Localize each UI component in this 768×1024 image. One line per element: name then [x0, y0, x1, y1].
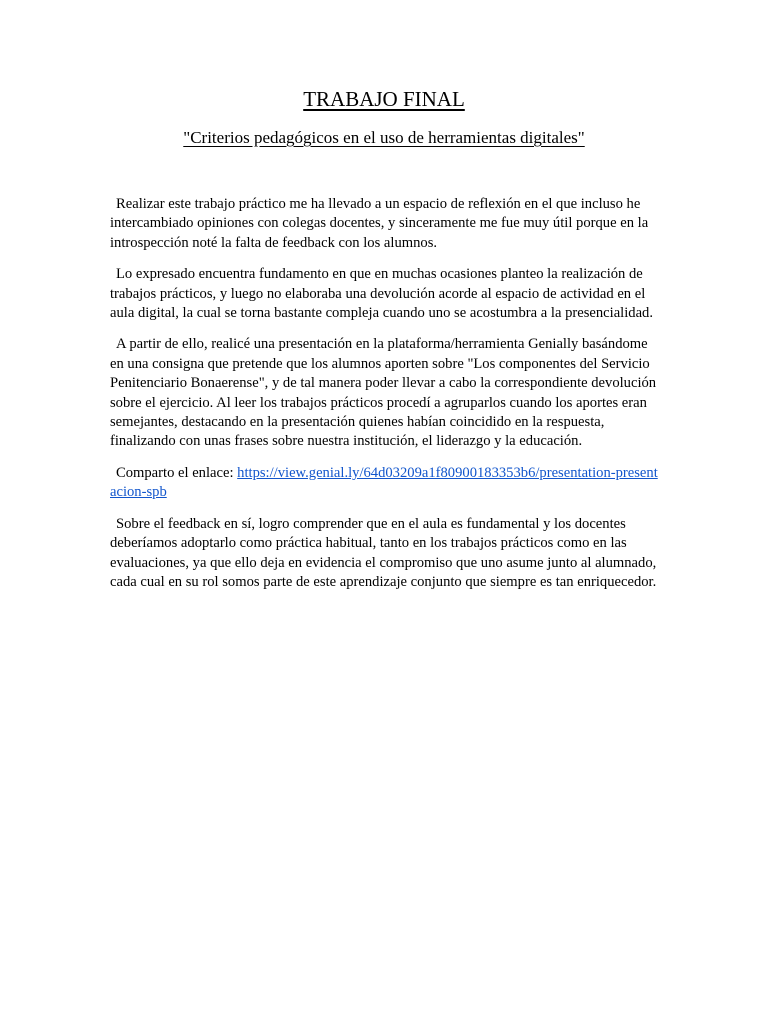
paragraph-link	[110, 464, 660, 503]
link-prefix: Comparto el enlace:	[116, 464, 238, 481]
paragraph-reflection: Realizar este trabajo práctico me ha llevado a un espacio de reflexión en el que incluso he intercambiado opiniones con colegas docentes, y sinceramente me fue muy útil porque en la introspección noté la falta de feedback con los alumnos.	[110, 196, 649, 251]
paragraph-presentation: A partir de ello, realicé una presentación en la plataforma/herramienta Genially basándome en una consigna que pretende que los alumnos aporten sobre "Los componentes del Servicio Penitenciario Bonaerense", y de tal manera poder llevar a cabo la correspondiente devolución sobre el ejercicio. Al leer los trabajos prácticos procedí a agruparlos cuando los aportes eran semejantes, destacando en la presentación quienes habían coincidido en la respuesta, finalizando con unas frases sobre nuestra institución, el liderazgo y la educación.	[110, 336, 657, 450]
document-body	[110, 195, 660, 604]
genially-link[interactable]: https://view.genial.ly/64d03209a1f80900183353b6/presentation-presentacion-spb	[110, 464, 658, 501]
document-subtitle: "Criterios pedagógicos en el uso de herramientas digitales"	[183, 128, 585, 147]
paragraph-foundation: Lo expresado encuentra fundamento en que en muchas ocasiones planteo la realización de trabajos prácticos, y luego no elaboraba una devolución acorde al espacio de actividad en el aula digital, la cual se torna bastante compleja cuando uno se acostumbra a la presencialidad.	[110, 266, 653, 322]
paragraph-closing: Sobre el feedback en sí, logro comprender que en el aula es fundamental y los docentes deberíamos adoptarlo como práctica habitual, tanto en los trabajos prácticos como en las evaluaciones, ya que ello deja en evidencia el compromiso que uno asume junto al alumnado, cada cual en su rol somos parte de este aprendizaje conjunto que siempre es tan enriquecedor.	[110, 515, 657, 590]
document-title: TRABAJO FINAL	[303, 87, 465, 111]
